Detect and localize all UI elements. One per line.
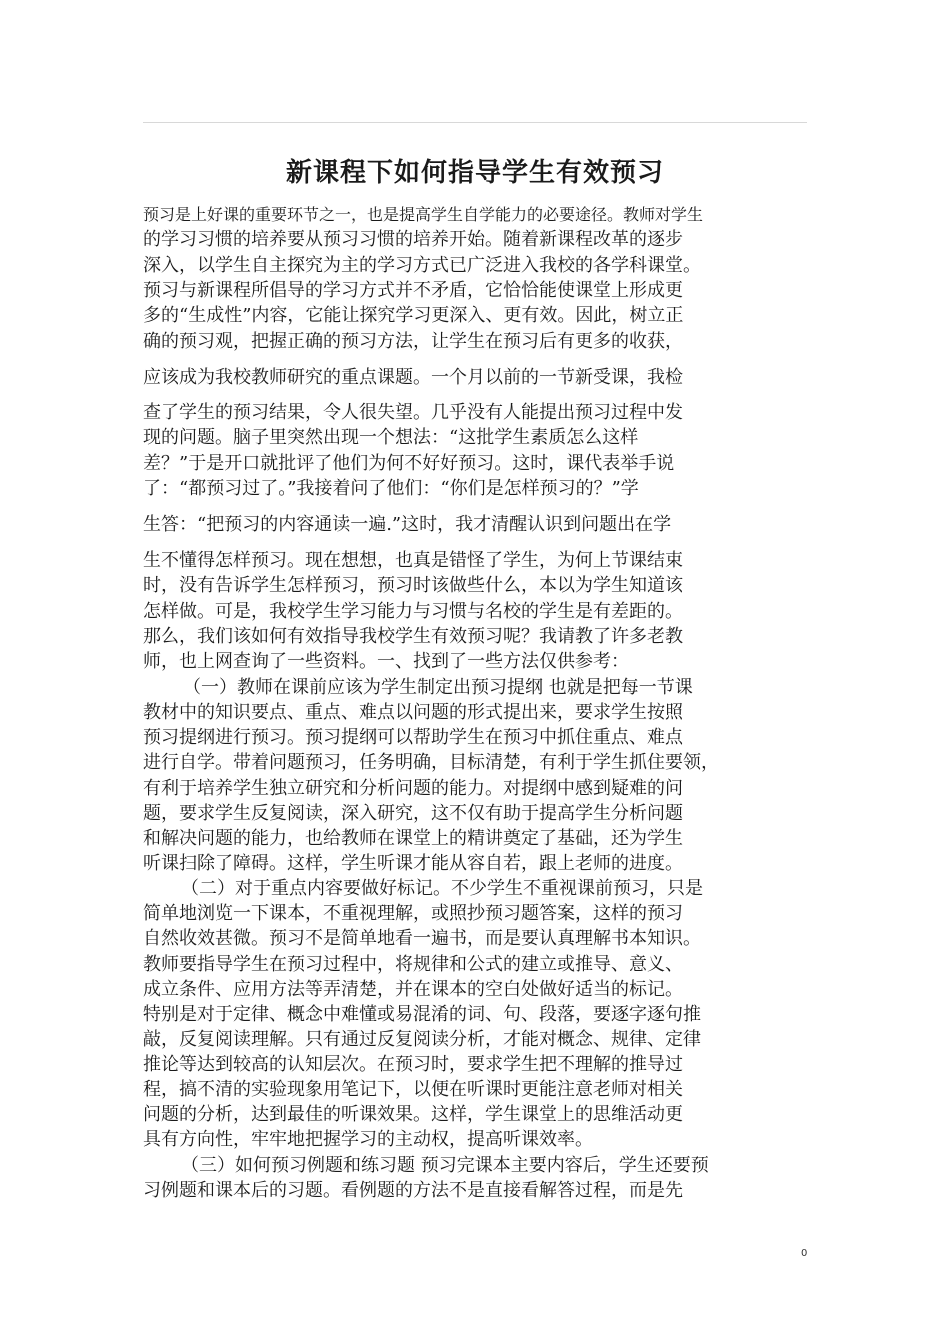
body-line: 预习与新课程所倡导的学习方式并不矛盾，它恰恰能使课堂上形成更 <box>143 280 683 301</box>
body-line: 那么，我们该如何有效指导我校学生有效预习呢？我请教了许多老教 <box>143 626 683 647</box>
document-title: 新课程下如何指导学生有效预习 <box>285 158 664 188</box>
body-line: 生不懂得怎样预习。现在想想，也真是错怪了学生，为何上节课结束 <box>143 550 683 571</box>
body-line: 推论等达到较高的认知层次。在预习时，要求学生把不理解的推导过 <box>143 1054 683 1075</box>
body-line: 师，也上网查询了一些资料。一、找到了一些方法仅供参考： <box>143 651 629 672</box>
body-line: 的学习习惯的培养要从预习习惯的培养开始。随着新课程改革的逐步 <box>143 229 683 250</box>
body-line: 听课扫除了障碍。这样，学生听课才能从容自若，跟上老师的进度。 <box>143 853 683 874</box>
body-line: 教材中的知识要点、重点、难点以问题的形式提出来，要求学生按照 <box>143 702 683 723</box>
body-line: 预习提纲进行预习。预习提纲可以帮助学生在预习中抓住重点、难点 <box>143 727 683 748</box>
body-line: 题，要求学生反复阅读，深入研究，这不仅有助于提高学生分析问题 <box>143 803 683 824</box>
body-line: 时，没有告诉学生怎样预习，预习时该做些什么，本以为学生知道该 <box>143 575 683 596</box>
body-line: 具有方向性，牢牢地把握学习的主动权，提高听课效率。 <box>143 1129 593 1150</box>
body-line: 程，搞不清的实验现象用笔记下，以便在听课时更能注意老师对相关 <box>143 1079 683 1100</box>
page-number: 0 <box>801 1248 808 1259</box>
body-line: 确的预习观，把握正确的预习方法，让学生在预习后有更多的收获， <box>143 331 683 352</box>
body-line: 差？”于是开口就批评了他们为何不好好预习。这时，课代表举手说 <box>143 453 675 474</box>
body-line: 特别是对于定律、概念中难懂或易混淆的词、句、段落，要逐字逐句推 <box>143 1004 701 1025</box>
body-line: 简单地浏览一下课本，不重视理解，或照抄预习题答案，这样的预习 <box>143 903 683 924</box>
body-line: 有利于培养学生独立研究和分析问题的能力。对提纲中感到疑难的问 <box>143 778 683 799</box>
body-line: 怎样做。可是，我校学生学习能力与习惯与名校的学生是有差距的。 <box>143 601 683 622</box>
body-line: （一）教师在课前应该为学生制定出预习提纲 也就是把每一节课 <box>183 677 693 698</box>
body-line: （三）如何预习例题和练习题 预习完课本主要内容后，学生还要预 <box>181 1155 709 1176</box>
body-line: 查了学生的预习结果，令人很失望。几乎没有人能提出预习过程中发 <box>143 402 683 423</box>
body-line: 教师要指导学生在预习过程中，将规律和公式的建立或推导、意义、 <box>143 954 683 975</box>
body-line: 自然收效甚微。预习不是简单地看一遍书，而是要认真理解书本知识。 <box>143 928 701 949</box>
body-line: （二）对于重点内容要做好标记。不少学生不重视课前预习，只是 <box>181 878 703 899</box>
body-line: 深入，以学生自主探究为主的学习方式已广泛进入我校的各学科课堂。 <box>143 255 701 276</box>
body-line: 预习是上好课的重要环节之一，也是提高学生自学能力的必要途径。教师对学生 <box>143 205 704 224</box>
body-line: 现的问题。脑子里突然出现一个想法：“这批学生素质怎么这样 <box>143 427 639 448</box>
body-line: 问题的分析，达到最佳的听课效果。这样，学生课堂上的思维活动更 <box>143 1104 683 1125</box>
body-line: 习例题和课本后的习题。看例题的方法不是直接看解答过程，而是先 <box>143 1180 683 1201</box>
body-line: 生答：“把预习的内容通读一遍.”这时，我才清醒认识到问题出在学 <box>143 514 672 535</box>
header-rule <box>143 122 807 123</box>
body-line: 敲，反复阅读理解。只有通过反复阅读分析，才能对概念、规律、定律 <box>143 1029 701 1050</box>
body-line: 和解决问题的能力，也给教师在课堂上的精讲奠定了基础，还为学生 <box>143 828 683 849</box>
body-line: 多的“生成性”内容，它能让探究学习更深入、更有效。因此，树立正 <box>143 305 684 326</box>
body-line: 应该成为我校教师研究的重点课题。一个月以前的一节新受课，我检 <box>143 367 683 388</box>
body-line: 了：“都预习过了。”我接着问了他们：“你们是怎样预习的？”学 <box>143 478 639 499</box>
body-line: 进行自学。带着问题预习，任务明确，目标清楚，有利于学生抓住要领， <box>143 752 719 773</box>
body-line: 成立条件、应用方法等弄清楚，并在课本的空白处做好适当的标记。 <box>143 979 683 1000</box>
